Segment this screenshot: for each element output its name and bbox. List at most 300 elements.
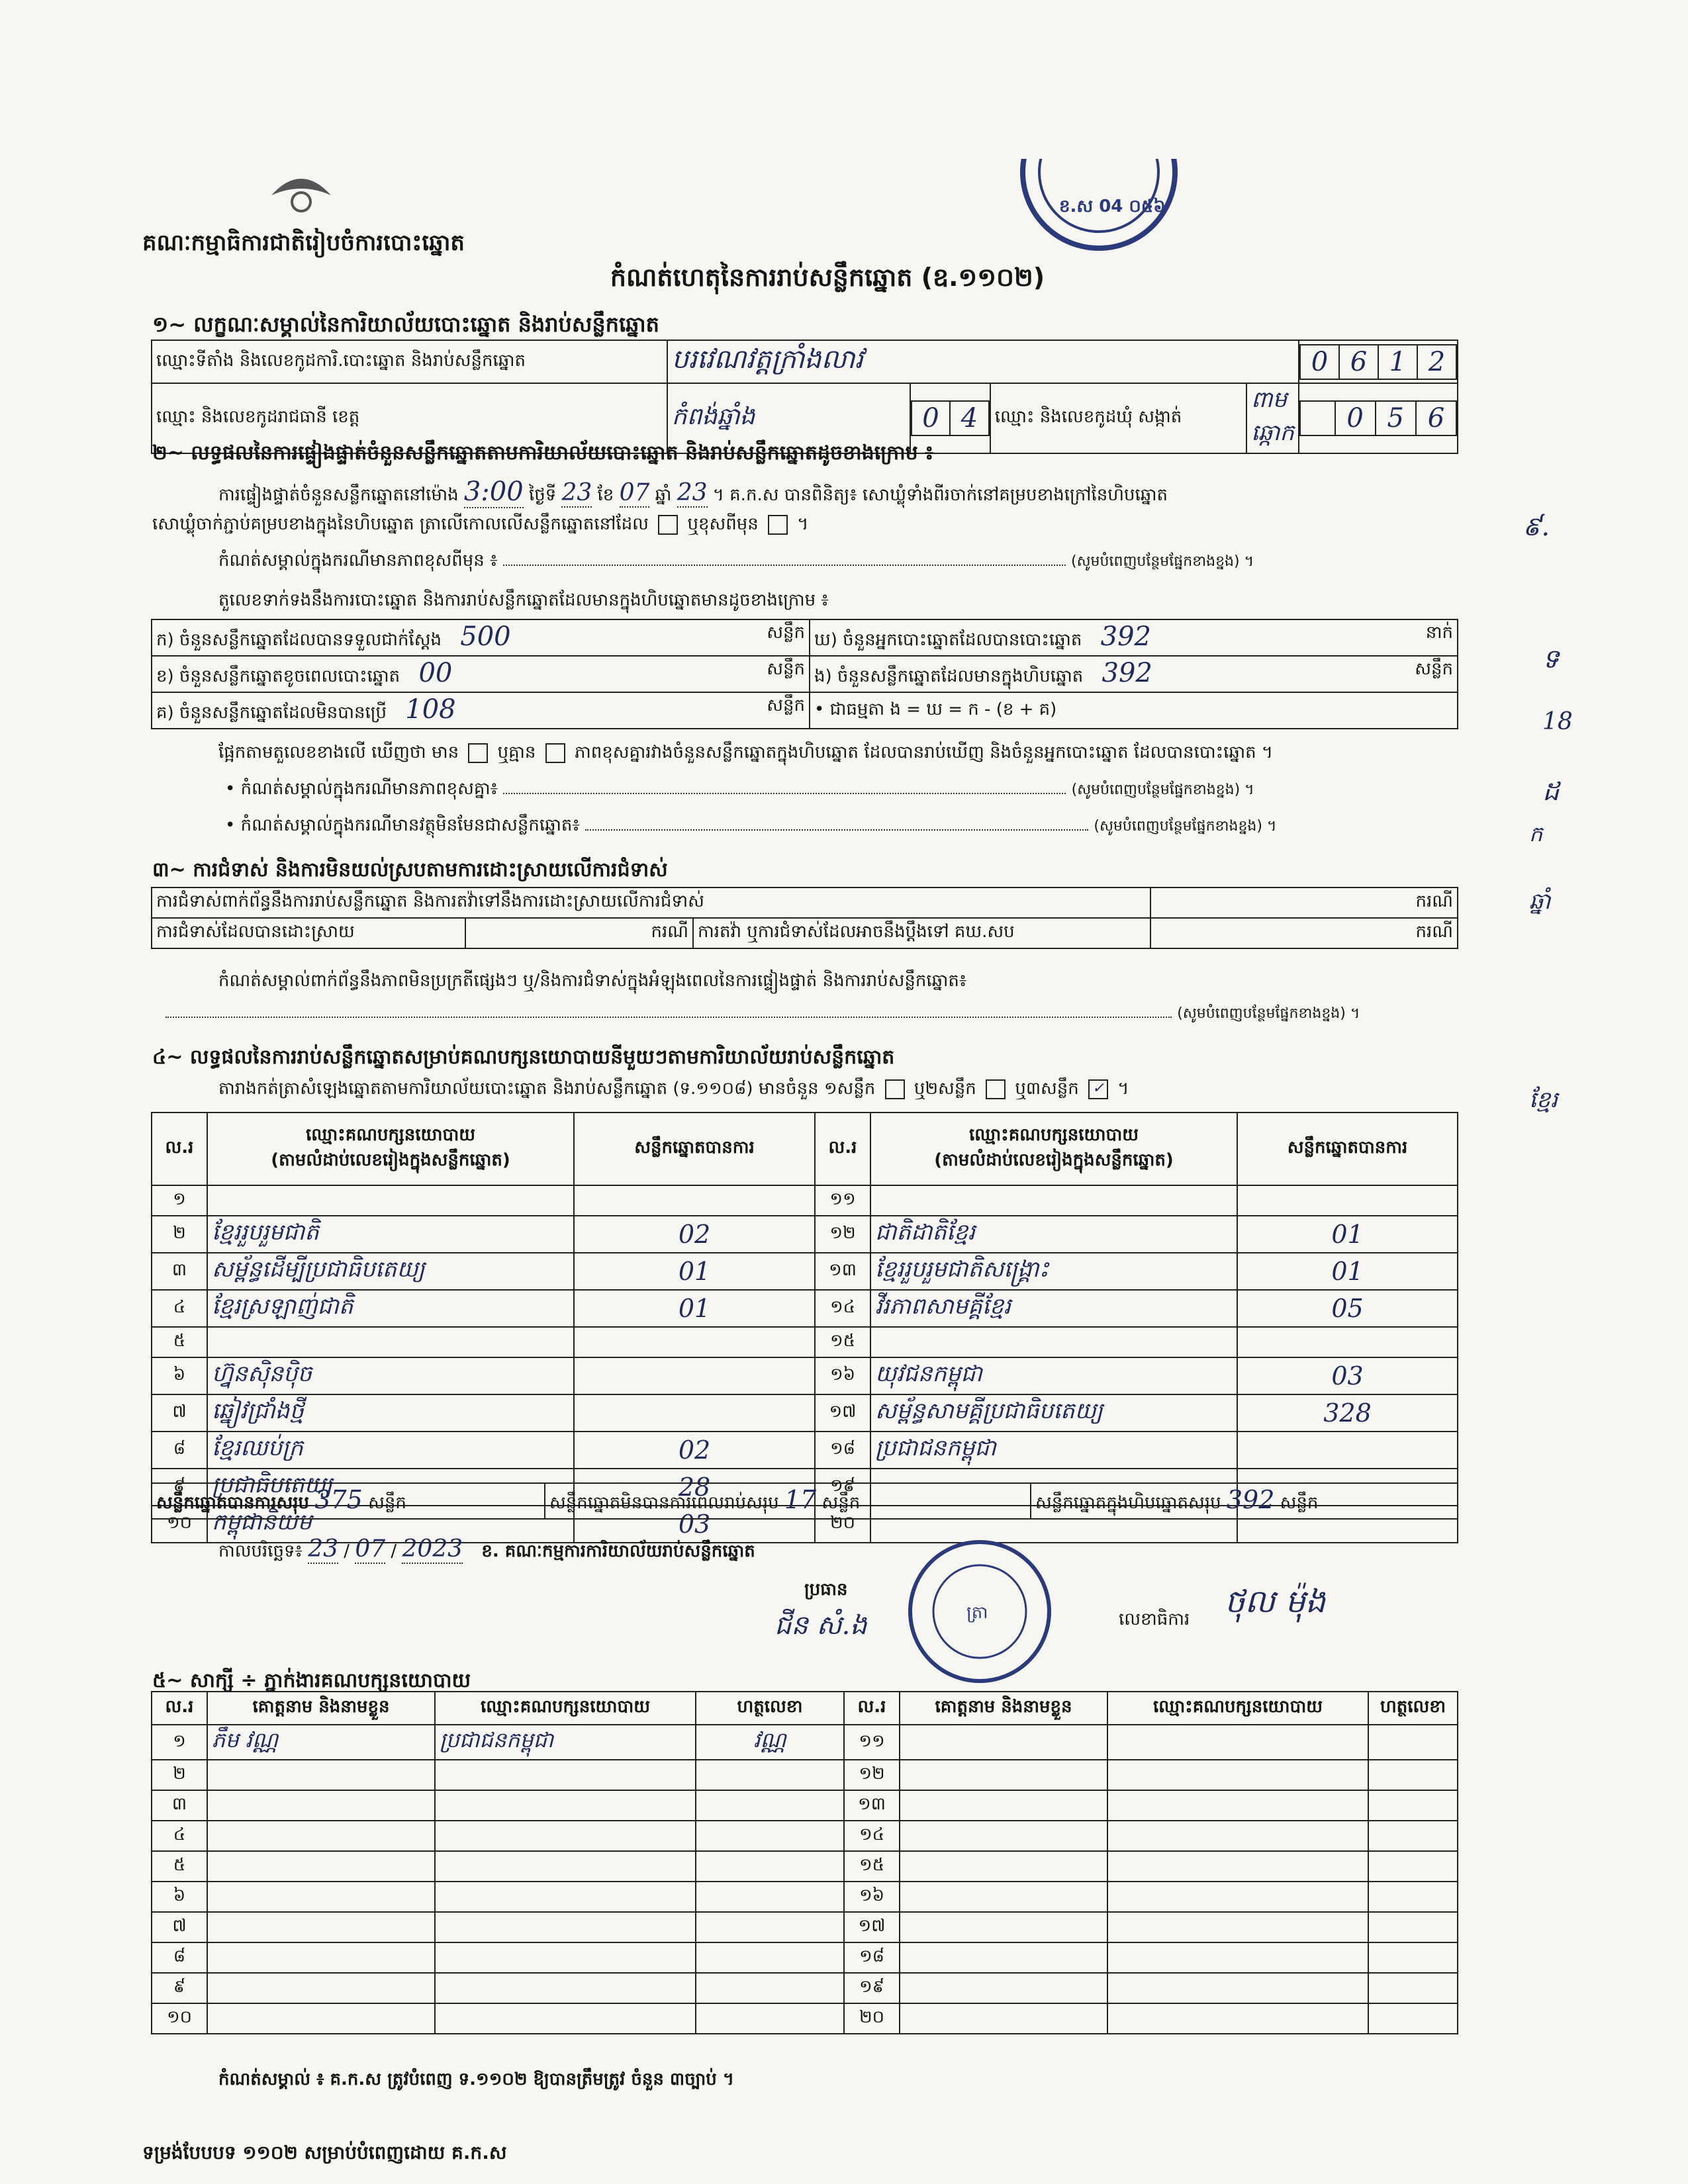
witness-name — [207, 1790, 435, 1821]
witness-signature — [1368, 1882, 1458, 1912]
verify-day: 23 — [561, 479, 592, 506]
row-no: ៨ — [152, 1942, 207, 1973]
province-name: កំពង់ឆ្នាំង — [667, 383, 910, 453]
table-row — [152, 1942, 1458, 1973]
date-day: 23 — [308, 1535, 339, 1563]
witness-party — [1107, 1942, 1368, 1973]
verify-month: 07 — [619, 479, 650, 506]
sheet-count-text: តារាងកត់ត្រាសំឡេងឆ្នោតតាមការិយាល័យបោះឆ្នោត និងរាប់សន្លឹកឆ្នោត (ទ.១១០៨) មានចំនួន ១សន្លឹក — [218, 1079, 876, 1099]
unit-label: សន្លឹក — [821, 1493, 861, 1513]
difference-text: ផ្អែកតាមតួលេខខាងលើ ឃើញថា មាន — [218, 743, 459, 762]
bullet-nonballot — [225, 814, 1443, 839]
col-party — [870, 1113, 1237, 1185]
col-sign: ហត្ថលេខា — [696, 1692, 844, 1725]
count-unit: សន្លឹក — [767, 696, 805, 715]
resolved-label: ការជំទាស់ដែលបានដោះស្រាយ — [152, 918, 465, 948]
witness-signature — [1368, 1760, 1458, 1790]
row-no: ៣ — [152, 1253, 207, 1290]
col-no: ល.រ — [815, 1113, 870, 1185]
party-votes — [574, 1185, 815, 1216]
row-no: ១៤ — [844, 1821, 900, 1851]
bullet-text: • កំណត់សម្គាល់ក្នុងករណីមានភាពខុសគ្នា៖ — [225, 779, 498, 799]
official-seal — [894, 1535, 1066, 1688]
witness-party — [1107, 1851, 1368, 1882]
witness-party — [435, 1973, 696, 2003]
witness-name — [900, 1942, 1107, 1973]
party-votes — [1237, 1432, 1458, 1469]
witness-party — [1107, 2003, 1368, 2034]
table-row — [152, 1882, 1458, 1912]
table-row — [152, 1290, 1458, 1327]
count-value: 108 — [405, 694, 456, 725]
witness-name: ភឹម វណ្ណ — [207, 1725, 435, 1760]
witness-signature — [1368, 1942, 1458, 1973]
row-no: ៦ — [152, 1357, 207, 1394]
witness-name — [207, 1882, 435, 1912]
row-no: ៩ — [152, 1973, 207, 2003]
verify-time: 3:00 — [463, 477, 524, 507]
row-no: ១៩ — [815, 1469, 870, 1506]
col-party-title: ឈ្មោះគណបក្សនយោបាយ — [969, 1125, 1139, 1145]
row-no: ១៥ — [844, 1851, 900, 1882]
fill-note: (សូមបំពេញបន្ថែមផ្នែកខាងខ្នង) ។ — [1177, 1005, 1360, 1022]
row-no: ១៣ — [815, 1253, 870, 1290]
party-votes: 02 — [574, 1432, 815, 1469]
count-label: គ) ចំនួនសន្លឹកឆ្នោតដែលមិនបានប្រើ — [156, 703, 387, 723]
witness-name — [900, 2003, 1107, 2034]
same-checkbox[interactable] — [658, 515, 678, 535]
chair-label: ប្រធាន — [804, 1580, 848, 1600]
total-invalid: 17 — [784, 1485, 817, 1514]
lock-text: ឬខុសពីមុន — [687, 514, 759, 534]
complaint-case: ករណី — [1150, 887, 1458, 918]
witness-signature — [696, 1851, 844, 1882]
committee-name: គណៈកម្មាធិការជាតិរៀបចំការបោះឆ្នោត — [142, 230, 465, 256]
witness-signature: វណ្ណ — [696, 1725, 844, 1760]
complaint-label: ការជំទាស់ពាក់ព័ន្ធនឹងការរាប់សន្លឹកឆ្នោត និងការតវ៉ាទៅនឹងការដោះស្រាយលើការជំទាស់ — [152, 887, 1150, 918]
different-checkbox[interactable] — [768, 515, 788, 535]
appeal-case: ករណី — [1150, 918, 1458, 948]
margin-note: ដ — [1542, 776, 1560, 807]
party-name — [870, 1185, 1237, 1216]
witness-name — [207, 1851, 435, 1882]
table-row — [152, 1185, 1458, 1216]
party-name: ខ្មែរស្រឡាញ់ជាតិ — [207, 1290, 574, 1327]
section3-heading: ៣~ ការជំទាស់ និងការមិនយល់ស្របតាមការដោះស្រាយលើការជំទាស់ — [152, 858, 668, 882]
witness-name — [900, 1973, 1107, 2003]
witness-name — [207, 1973, 435, 2003]
witness-signature — [1368, 1821, 1458, 1851]
table-row — [152, 2003, 1458, 2034]
party-name: សម្ព័ន្ធដើម្បីប្រជាធិបតេយ្យ — [207, 1253, 574, 1290]
verify-line — [218, 477, 1168, 509]
verify-text: ។ គ.ក.ស បានពិនិត្យ៖ សោឃ្លុំទាំងពីរចាក់នៅគម្របខាងក្រៅនៃហិបឆ្នោត — [712, 485, 1168, 505]
row-no: ១៨ — [815, 1432, 870, 1469]
witness-signature — [696, 1942, 844, 1973]
row-no: ១៦ — [815, 1357, 870, 1394]
row-no: ១ — [152, 1725, 207, 1760]
table-row — [152, 1821, 1458, 1851]
total-box-label: សន្លឹកឆ្នោតក្នុងហិបឆ្នោតសរុប — [1035, 1493, 1221, 1513]
witness-name — [900, 1882, 1107, 1912]
row-no: ៧ — [152, 1394, 207, 1432]
count-label: ឃ) ចំនួនអ្នកបោះឆ្នោតដែលបានបោះឆ្នោត — [814, 630, 1082, 650]
row-no: ៧ — [152, 1912, 207, 1942]
col-name: គោត្តនាម និងនាមខ្លួន — [900, 1692, 1107, 1725]
resolved-case: ករណី — [465, 918, 693, 948]
witness-name — [900, 1912, 1107, 1942]
code-digit: 2 — [1417, 345, 1456, 379]
party-votes: 01 — [1237, 1216, 1458, 1253]
witness-signature — [1368, 1725, 1458, 1760]
count-row — [810, 656, 1458, 692]
col-party-title: ឈ្មោះគណបក្សនយោបាយ — [306, 1125, 475, 1145]
witness-signature — [696, 1790, 844, 1821]
col-party-sub: (តាមលំដាប់លេខរៀងក្នុងសន្លឹកឆ្នោត) — [271, 1150, 510, 1170]
table-row — [152, 1790, 1458, 1821]
witness-party — [435, 1912, 696, 1942]
commune-code — [1299, 383, 1458, 453]
page-title: កំណត់ហេតុនៃការរាប់សន្លឹកឆ្នោត (ឧ.១១០២) — [610, 263, 1045, 292]
col-sign: ហត្ថលេខា — [1368, 1692, 1458, 1725]
col-votes: សន្លឹកឆ្នោតបានការ — [574, 1113, 815, 1185]
row-no: ៤ — [152, 1290, 207, 1327]
one-sheet-checkbox[interactable] — [885, 1079, 905, 1099]
witness-signature — [696, 2003, 844, 2034]
witness-signature — [1368, 2003, 1458, 2034]
witness-signature — [1368, 1851, 1458, 1882]
party-votes — [1237, 1185, 1458, 1216]
witness-signature — [1368, 1790, 1458, 1821]
party-votes — [574, 1357, 815, 1394]
difference-label: កំណត់សម្គាល់ក្នុងករណីមានភាពខុសពីមុន ៖ — [218, 551, 498, 570]
fill-note: (សូមបំពេញបន្ថែមផ្នែកខាងខ្នង) ។ — [1071, 553, 1254, 570]
bullet-difference — [225, 778, 1443, 803]
date-line: កាលបរិច្ឆេទ៖ 23 / 07 / 2023 ខ. គណៈកម្មការការិយាល័យរាប់សន្លឹកឆ្នោត — [218, 1535, 755, 1563]
party-name: ខ្មែររួបរួមជាតិសង្គ្រោះ — [870, 1253, 1237, 1290]
commune-label: ឈ្មោះ និងលេខកូដឃុំ សង្កាត់ — [990, 383, 1246, 453]
station-name: បរវេណវត្តក្រាំងលាវ — [667, 340, 1299, 383]
sheet-count-line: តារាងកត់ត្រាសំឡេងឆ្នោតតាមការិយាល័យបោះឆ្នោត និងរាប់សន្លឹកឆ្នោត (ទ.១១០៨) មានចំនួន ១សន្លឹក ឬ២សន្លឹក ឬ៣សន្លឹក ✓ ។ — [218, 1079, 1129, 1099]
commune-name: ពាមឆ្កោក — [1246, 383, 1299, 453]
table-row — [152, 1357, 1458, 1394]
witness-party — [1107, 1912, 1368, 1942]
witness-name — [900, 1821, 1107, 1851]
party-votes: 05 — [1237, 1290, 1458, 1327]
witness-signature — [1368, 1973, 1458, 2003]
party-votes: 01 — [574, 1253, 815, 1290]
party-votes: 01 — [574, 1290, 815, 1327]
station-table — [151, 340, 1458, 454]
count-unit: សន្លឹក — [767, 659, 805, 679]
table-row — [152, 1760, 1458, 1790]
col-party: ឈ្មោះគណបក្សនយោបាយ — [1107, 1692, 1368, 1725]
party-name: ជាតិដាតិខ្មែរ — [870, 1216, 1237, 1253]
verify-text: ការផ្ទៀងផ្ទាត់ចំនួនសន្លឹកឆ្នោតនៅម៉ោង — [218, 485, 459, 505]
witness-party — [435, 1760, 696, 1790]
difference-line — [218, 741, 1273, 766]
margin-note: ឆ្នាំ — [1529, 888, 1551, 915]
code-digit: 5 — [1376, 401, 1416, 435]
no-difference-checkbox[interactable] — [545, 743, 565, 763]
code-digit: 0 — [1335, 401, 1376, 435]
verify-text: ឆ្នាំ — [655, 485, 672, 505]
count-row — [152, 619, 810, 656]
row-no: ២ — [152, 1760, 207, 1790]
witness-party — [1107, 1973, 1368, 2003]
row-no: ១៨ — [844, 1942, 900, 1973]
witness-party — [435, 1821, 696, 1851]
party-votes: 28 — [574, 1469, 815, 1506]
difference-text: ភាពខុសគ្នារវាងចំនួនសន្លឹកឆ្នោតក្នុងហិបឆ្នោត ដែលបានរាប់ឃើញ និងចំនួនអ្នកបោះឆ្នោត ដែលបានបោះឆ្នោត ។ — [574, 743, 1273, 762]
count-unit: សន្លឹក — [767, 623, 805, 643]
party-name: កម្ពុជានិយម — [207, 1506, 574, 1543]
witness-party — [435, 1851, 696, 1882]
table-row — [152, 1327, 1458, 1357]
witness-party — [435, 1790, 696, 1821]
has-difference-checkbox[interactable] — [468, 743, 488, 763]
count-unit: នាក់ — [1425, 623, 1453, 643]
total-valid: 375 — [314, 1485, 363, 1514]
row-no: ២ — [152, 1216, 207, 1253]
witness-signature — [696, 1912, 844, 1942]
code-digit: 6 — [1416, 401, 1456, 435]
row-no: ៨ — [152, 1432, 207, 1469]
totals-table — [151, 1482, 1458, 1520]
party-votes — [1237, 1327, 1458, 1357]
row-no: ១០ — [152, 1506, 207, 1543]
witness-table — [151, 1691, 1458, 2034]
complaints-table — [151, 887, 1458, 949]
unit-label: សន្លឹក — [1280, 1493, 1319, 1513]
sheet-count-text: ឬ២សន្លឹក — [914, 1079, 976, 1099]
total-invalid-label: សន្លឹកឆ្នោតមិនបានការពេលរាប់សរុប — [549, 1493, 779, 1513]
count-value: 392 — [1102, 658, 1152, 688]
margin-note: 18 — [1542, 708, 1573, 735]
margin-note: ៩. — [1523, 512, 1550, 542]
row-no: ១៥ — [815, 1327, 870, 1357]
row-no: ១៤ — [815, 1290, 870, 1327]
count-label: ង) ចំនួនសន្លឹកឆ្នោតដែលមានក្នុងហិបឆ្នោត — [814, 666, 1084, 686]
party-name — [870, 1327, 1237, 1357]
count-label: ខ) ចំនួនសន្លឹកឆ្នោតខូចពេលបោះឆ្នោត — [156, 666, 400, 686]
table-row — [152, 1432, 1458, 1469]
margin-note: ខ្មែរ — [1529, 1087, 1558, 1113]
party-name: ហ្វ៊ុនស៊ិនប៉ិច — [207, 1357, 574, 1394]
party-name: សម្ព័ន្ធសាមគ្គីប្រជាធិបតេយ្យ — [870, 1394, 1237, 1432]
form-footer: ទម្រង់បែបបទ ១១០២ សម្រាប់បំពេញដោយ គ.ក.ស — [142, 2142, 507, 2163]
witness-signature — [696, 1821, 844, 1851]
count-label: ក) ចំនួនសន្លឹកឆ្នោតដែលបានទទួលជាក់ស្តែង — [156, 630, 442, 650]
code-digit: 1 — [1378, 345, 1417, 379]
row-no: ១៧ — [815, 1394, 870, 1432]
witness-party: ប្រជាជនកម្ពុជា — [435, 1725, 696, 1760]
witness-name — [207, 1942, 435, 1973]
party-name: ឆ្នៀវជ្រាំងថ្មី — [207, 1394, 574, 1432]
stamp-text: ខ.ស 04 ០៥៦ — [1059, 197, 1166, 216]
date-month: 07 — [355, 1535, 386, 1563]
count-row — [152, 656, 810, 692]
secretary-signature: ថុល ម៉ុង — [1225, 1583, 1326, 1620]
party-name — [207, 1327, 574, 1357]
count-row — [810, 619, 1458, 656]
total-box: 392 — [1226, 1485, 1275, 1514]
witness-name — [207, 2003, 435, 2034]
col-no: ល.រ — [844, 1692, 900, 1725]
party-votes: 328 — [1237, 1394, 1458, 1432]
code-digit: 0 — [1300, 345, 1339, 379]
row-no: ១៩ — [844, 1973, 900, 2003]
witness-party — [435, 2003, 696, 2034]
station-label: ឈ្មោះទីតាំង និងលេខកូដការិ.បោះឆ្នោត និងរាប់សន្លឹកឆ្នោត — [152, 340, 667, 383]
witness-name — [207, 1760, 435, 1790]
party-name: យុវជនកម្ពុជា — [870, 1357, 1237, 1394]
row-no: ១១ — [844, 1725, 900, 1760]
code-digit: 4 — [950, 401, 989, 435]
chair-signature: ជីន សំ.ង — [774, 1610, 867, 1641]
col-name: គោត្តនាម និងនាមខ្លួន — [207, 1692, 435, 1725]
counts-intro: តួលេខទាក់ទងនឹងការបោះឆ្នោត និងការរាប់សន្លឹកឆ្នោតដែលមានក្នុងហិបឆ្នោតមានដូចខាងក្រោម ៖ — [218, 590, 829, 610]
party-name — [207, 1185, 574, 1216]
verify-text: ថ្ងៃទី — [528, 485, 557, 505]
counts-table — [151, 619, 1458, 729]
witness-signature — [696, 1760, 844, 1790]
party-name: ខ្មែររួបរួមជាតិ — [207, 1216, 574, 1253]
committee-line: ខ. គណៈកម្មការការិយាល័យរាប់សន្លឹកឆ្នោត — [481, 1541, 755, 1561]
margin-note: ទ — [1542, 644, 1560, 674]
row-no: ១៣ — [844, 1790, 900, 1821]
party-votes: 03 — [1237, 1357, 1458, 1394]
total-valid-label: សន្លឹកឆ្នោតបានការសរុប — [156, 1493, 310, 1513]
col-party — [207, 1113, 574, 1185]
table-row — [152, 1216, 1458, 1253]
footnote: កំណត់សម្គាល់ ៖ គ.ក.ស ត្រូវបំពេញ ទ.១១០២ ឱ្យបានត្រឹមត្រូវ ចំនួន ៣ច្បាប់ ។ — [218, 2070, 734, 2089]
witness-name — [900, 1760, 1107, 1790]
row-no: ១ — [152, 1185, 207, 1216]
party-votes: 02 — [574, 1216, 815, 1253]
margin-note: ក — [1529, 821, 1543, 846]
bullet-text: • កំណត់សម្គាល់ក្នុងករណីមានវត្ថុមិនមែនជាសន្លឹកឆ្នោត៖ — [225, 815, 580, 835]
seal-text: ត្រា — [966, 1603, 988, 1623]
difference-text: ឬគ្មាន — [497, 743, 536, 762]
fill-note: (សូមបំពេញបន្ថែមផ្នែកខាងខ្នង) ។ — [1094, 818, 1277, 835]
irregularity-line — [165, 1003, 1443, 1025]
witness-party — [1107, 1821, 1368, 1851]
count-value: 500 — [460, 621, 511, 652]
party-votes — [574, 1327, 815, 1357]
table-row — [152, 1851, 1458, 1882]
party-votes: 03 — [574, 1506, 815, 1543]
lock-text: សោឃ្លុំចាក់ភ្ជាប់គម្របខាងក្នុងនៃហិបឆ្នោត ត្រាលើកោលលើសន្លឹកឆ្នោតនៅដែល — [152, 514, 649, 534]
appeal-label: ការតវ៉ា ឬការជំទាស់ដែលអាចនឹងប្តឹងទៅ គឃ.សប — [693, 918, 1150, 948]
witness-name — [207, 1821, 435, 1851]
section4-heading: ៤~ លទ្ធផលនៃការរាប់សន្លឹកឆ្នោតសម្រាប់គណបក្សនយោបាយនីមួយៗតាមការិយាល័យរាប់សន្លឹកឆ្នោត — [152, 1046, 895, 1069]
party-name: ប្រជាជនកម្ពុជា — [870, 1432, 1237, 1469]
unit-label: សន្លឹក — [368, 1493, 406, 1513]
fill-note: (សូមបំពេញបន្ថែមផ្នែកខាងខ្នង) ។ — [1071, 782, 1254, 798]
three-sheet-checkbox[interactable]: ✓ — [1088, 1079, 1108, 1099]
row-no: ៤ — [152, 1821, 207, 1851]
total-invalid-cell — [545, 1483, 1031, 1519]
witness-signature — [696, 1882, 844, 1912]
difference-note — [218, 549, 1443, 574]
total-box-cell — [1031, 1483, 1458, 1519]
row-no: ១៦ — [844, 1882, 900, 1912]
sheet-count-text: ឬ៣សន្លឹក — [1015, 1079, 1079, 1099]
table-row — [152, 1253, 1458, 1290]
party-votes: 01 — [1237, 1253, 1458, 1290]
witness-party — [1107, 1725, 1368, 1760]
section5-heading: ៥~ សាក្សី ÷ ភ្នាក់ងារគណបក្សនយោបាយ — [152, 1669, 471, 1692]
row-no: ១០ — [152, 2003, 207, 2034]
row-no: ១៧ — [844, 1912, 900, 1942]
lock-line: សោឃ្លុំចាក់ភ្ជាប់គម្របខាងក្នុងនៃហិបឆ្នោត ត្រាលើកោលលើសន្លឹកឆ្នោតនៅដែល ឬខុសពីមុន ។ — [152, 514, 809, 534]
count-unit: សន្លឹក — [1415, 659, 1453, 679]
col-no: ល.រ — [152, 1113, 207, 1185]
witness-name — [900, 1725, 1107, 1760]
code-digit: 6 — [1339, 345, 1378, 379]
irregularity-note: កំណត់សម្គាល់ពាក់ព័ន្ធនឹងភាពមិនប្រក្រតីផ្សេងៗ ឬ/និងការជំទាស់ក្នុងអំឡុងពេលនៃការផ្ទៀងផ្ទាត់ និងការរាប់សន្លឹកឆ្នោត៖ — [218, 971, 967, 991]
count-value: 00 — [418, 658, 453, 688]
witness-name — [900, 1851, 1107, 1882]
witness-party — [435, 1942, 696, 1973]
station-code — [1299, 340, 1458, 383]
party-name: ប្រជាធិបតេយ្យ — [207, 1469, 574, 1506]
row-no: ១១ — [815, 1185, 870, 1216]
secretary-label: លេខាធិការ — [1119, 1610, 1190, 1629]
row-no: ៣ — [152, 1790, 207, 1821]
row-no: ៥ — [152, 1851, 207, 1882]
party-name: ខ្មែរឈប់ក្រ — [207, 1432, 574, 1469]
witness-name — [900, 1790, 1107, 1821]
table-row — [152, 1725, 1458, 1760]
table-row — [152, 1394, 1458, 1432]
witness-party — [1107, 1882, 1368, 1912]
code-digit: 0 — [912, 401, 951, 435]
party-name: វីរភាពសាមគ្គីខ្មែរ — [870, 1290, 1237, 1327]
col-votes: សន្លឹកឆ្នោតបានការ — [1237, 1113, 1458, 1185]
section2-heading: ២~ លទ្ធផលនៃការផ្ទៀងផ្ទាត់ចំនួនសន្លឹកឆ្នោតតាមការិយាល័យបោះឆ្នោត និងរាប់សន្លឹកឆ្នោតដូចខាងក្រោម ៖ — [152, 441, 934, 465]
witness-signature — [1368, 1912, 1458, 1942]
results-table — [151, 1112, 1458, 1543]
row-no: ២០ — [844, 2003, 900, 2034]
total-valid-cell — [152, 1483, 545, 1519]
logo — [265, 169, 338, 222]
witness-party — [1107, 1790, 1368, 1821]
party-votes — [574, 1394, 815, 1432]
row-no: ៦ — [152, 1882, 207, 1912]
table-row — [152, 1973, 1458, 2003]
verify-year: 23 — [677, 479, 708, 506]
table-row — [152, 1912, 1458, 1942]
row-no: ៩ — [152, 1469, 207, 1506]
witness-party — [1107, 1760, 1368, 1790]
witness-name — [207, 1912, 435, 1942]
count-value: 392 — [1100, 621, 1151, 652]
col-no: ល.រ — [152, 1692, 207, 1725]
row-no: ២០ — [815, 1506, 870, 1543]
two-sheet-checkbox[interactable] — [986, 1079, 1006, 1099]
row-no: ១២ — [844, 1760, 900, 1790]
formula-note: • ជាធម្មតា ង = ឃ = ក - (ខ + គ) — [810, 692, 1458, 729]
section1-heading: ១~ លក្ខណៈសម្គាល់នៃការិយាល័យបោះឆ្នោត និងរាប់សន្លឹកឆ្នោត — [152, 312, 659, 337]
stamp — [1013, 159, 1185, 251]
row-no: ៥ — [152, 1327, 207, 1357]
province-label: ឈ្មោះ និងលេខកូដរាជធានី ខេត្ត — [152, 383, 667, 453]
col-party: ឈ្មោះគណបក្សនយោបាយ — [435, 1692, 696, 1725]
verify-text: ខែ — [597, 485, 614, 505]
date-year: 2023 — [402, 1535, 463, 1563]
